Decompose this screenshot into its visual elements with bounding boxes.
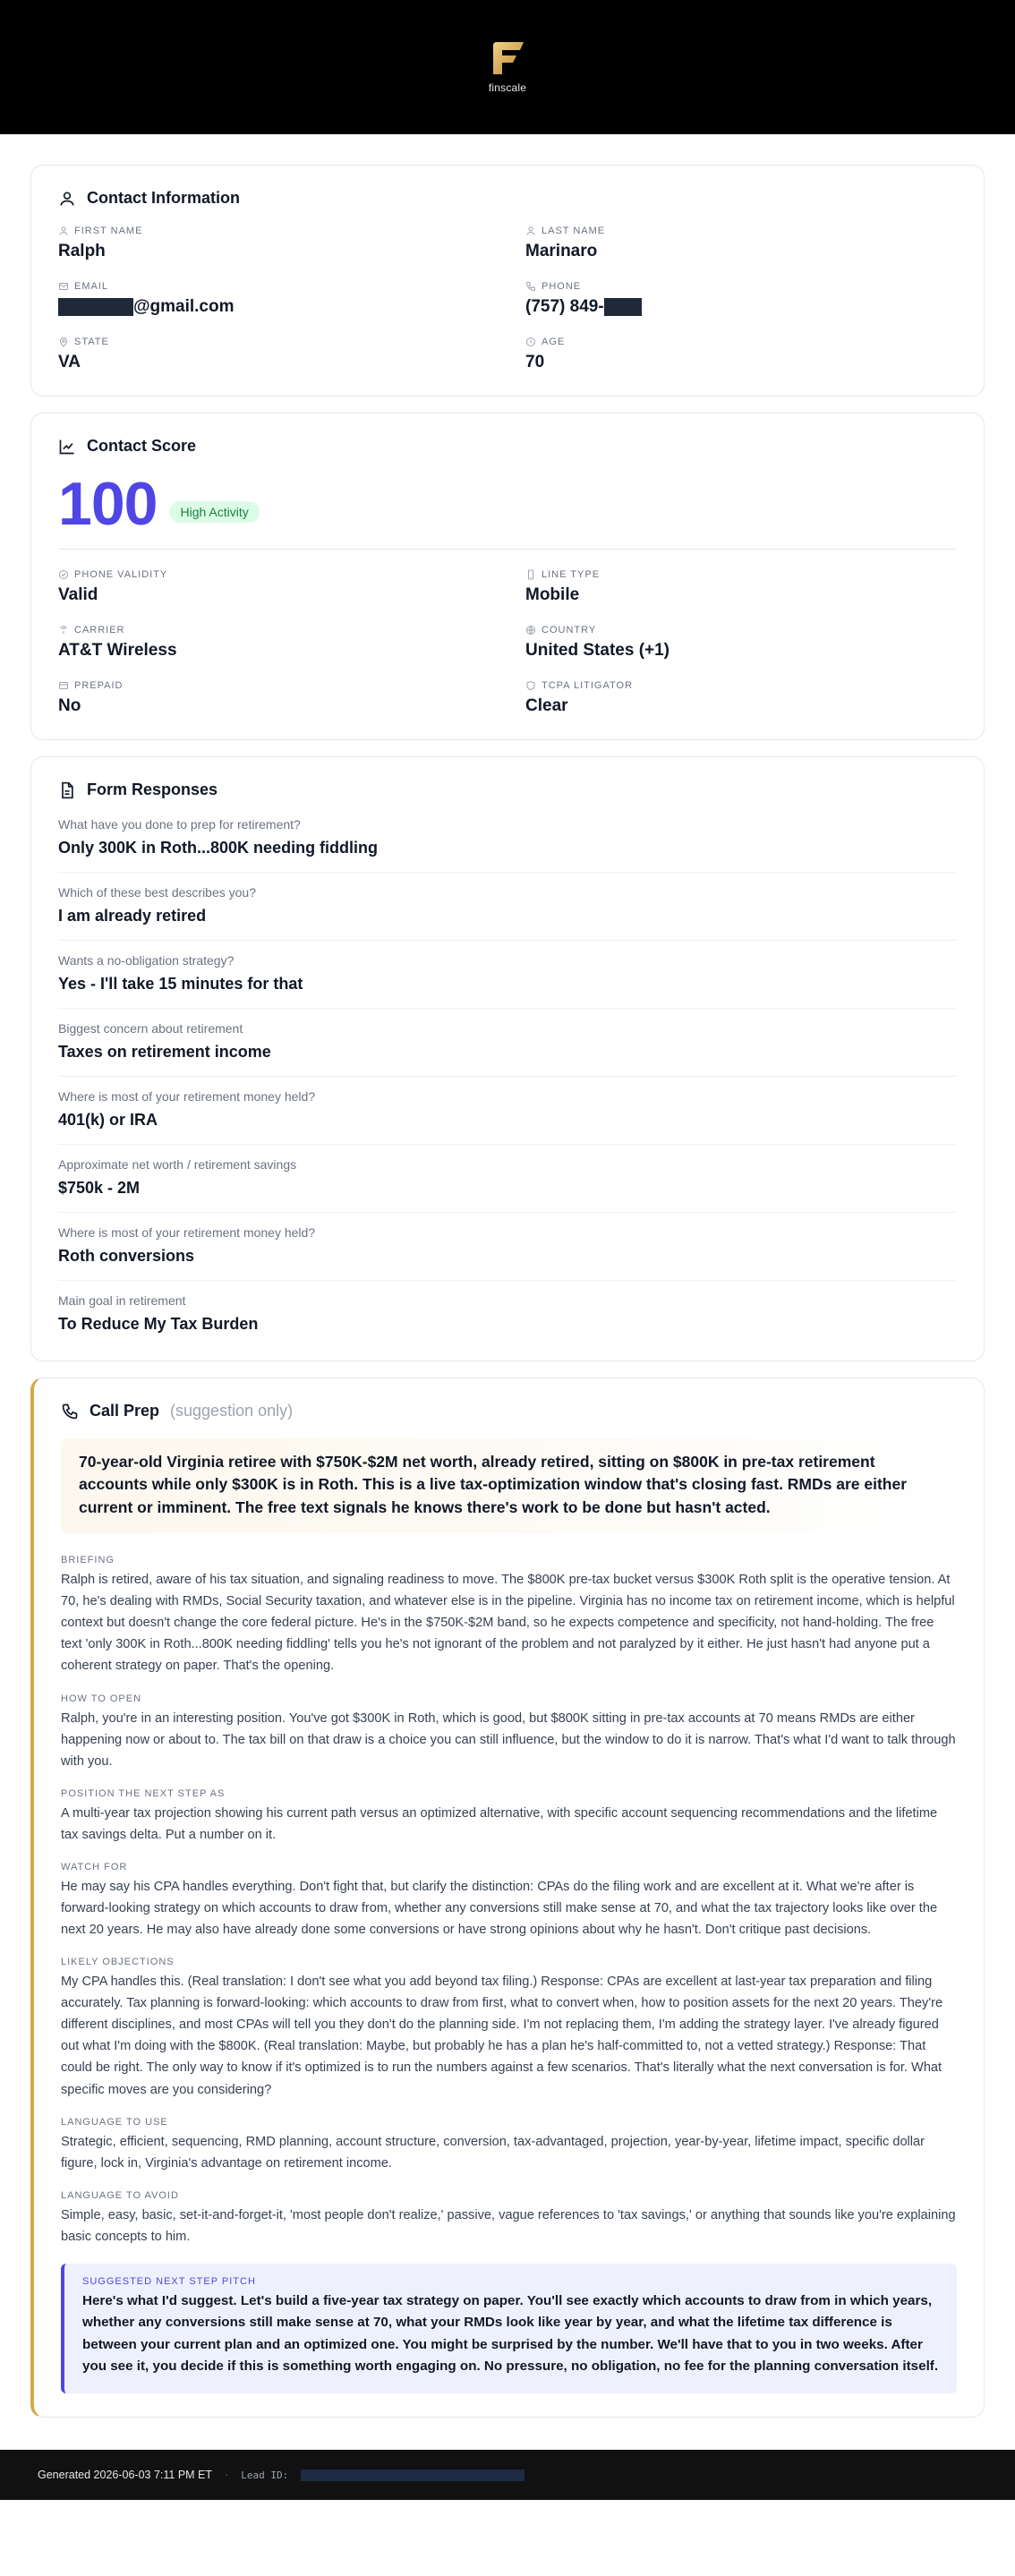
call-prep-header [61, 1402, 957, 1420]
score-value: 100 [58, 470, 158, 538]
phone-value[interactable] [525, 297, 957, 317]
phone-icon [525, 281, 536, 292]
line-type-label: LINE TYPE [542, 569, 601, 580]
briefing-section [61, 1555, 957, 1676]
form-question: Where is most of your retirement money held? [58, 1089, 316, 1104]
form-answer: 401(k) or IRA [58, 1111, 158, 1129]
section-label: LIKELY OBJECTIONS [61, 1957, 175, 1968]
carrier-value: AT&T Wireless [58, 641, 177, 660]
contact-score-title: Contact Score [87, 437, 197, 455]
form-question: Wants a no-obligation strategy? [58, 953, 235, 968]
form-response-item [58, 873, 957, 941]
how-to-open-section [61, 1693, 957, 1772]
likely-objections-section [61, 1957, 957, 2100]
section-label: BRIEFING [61, 1555, 115, 1566]
form-responses-title: Form Responses [87, 780, 218, 798]
last-name-value: Marinaro [525, 242, 598, 260]
phone-icon [61, 1403, 79, 1420]
section-label: LANGUAGE TO USE [61, 2116, 168, 2128]
last-name-field [525, 226, 957, 261]
email-domain: @gmail.com [133, 297, 235, 316]
section-text: A multi-year tax projection showing his current path versus an optimized alternative, with specific account sequencing recommendations and the lifetime tax savings delta. Put a number on it. [61, 1805, 938, 1842]
finscale-logo-icon [488, 40, 527, 76]
form-responses-header [58, 780, 957, 799]
pitch-label: SUGGESTED NEXT STEP PITCH [82, 2275, 256, 2287]
section-text: My CPA handles this. (Real translation: I don't see what you add beyond tax filing.) Response: CPAs are excellent at last-year tax preparation and filing accurately. Tax planning is forward-looking: which accounts to draw from first, what to convert when, how to position assets for the next 20 years. They're different disciplines, and most CPAs will tell you they don't do the planning side. I'm not replacing them, I'm adding the strategy layer. I've already figured out what I'm doing with the $800K. (Real translation: Maybe, but probably he has a plan he's half-committed to, not a vetted strategy.) Response: That could be right. The only way to know if it's optimized is to run the numbers against a few scenarios. That's literally what the next conversation is for. What specific moves are you considering? [61, 1975, 943, 2097]
score-summary [58, 470, 957, 550]
main-content [0, 134, 1015, 2443]
user-icon [58, 226, 69, 236]
check-circle-icon [58, 569, 69, 580]
form-answer: Yes - I'll take 15 minutes for that [58, 975, 303, 993]
last-name-label: LAST NAME [542, 226, 606, 236]
contact-fields [58, 226, 957, 372]
pitch-text: Here's what I'd suggest. Let's build a five-year tax strategy on paper. You'll see exactly which accounts to draw from in which years, whether any conversions still make sense at 70, what your RMDs look like year by year, and what the lifetime tax difference is between your current plan and an optimized one. You might be surprised by the number. We'll have that to you in two weeks. After you see it, you decide if this is something worth engaging on. No pressure, no obligation, no fee for the planning conversation itself. [82, 2292, 939, 2374]
section-label: POSITION THE NEXT STEP AS [61, 1787, 226, 1799]
user-icon [58, 190, 76, 208]
map-pin-icon [58, 337, 69, 347]
form-answer: To Reduce My Tax Burden [58, 1315, 259, 1333]
phone-field [525, 281, 957, 317]
credit-card-icon [58, 680, 69, 691]
contact-info-header [58, 189, 957, 208]
trending-chart-icon [58, 438, 76, 456]
form-question: Main goal in retirement [58, 1293, 186, 1308]
generated-timestamp: Generated 2026-06-03 7:11 PM ET [38, 2469, 213, 2482]
form-question: Which of these best describes you? [58, 885, 257, 900]
lead-id-redaction [301, 2469, 525, 2481]
document-icon [58, 781, 76, 799]
form-response-item [58, 941, 957, 1009]
carrier-field [58, 625, 490, 661]
contact-info-title: Contact Information [87, 189, 240, 207]
form-answer: Roth conversions [58, 1247, 195, 1265]
form-responses-card [30, 756, 985, 1361]
globe-icon [525, 625, 536, 635]
smartphone-icon [525, 569, 536, 580]
call-prep-subtitle: (suggestion only) [170, 1402, 294, 1420]
country-value: United States (+1) [525, 641, 670, 660]
state-field [58, 337, 490, 372]
call-prep-title: Call Prep [90, 1402, 160, 1420]
next-step-pitch [61, 2264, 957, 2393]
prepaid-label: PREPAID [74, 680, 124, 691]
form-question: What have you done to prep for retirement? [58, 817, 301, 832]
first-name-value: Ralph [58, 242, 106, 260]
prepaid-field [58, 680, 490, 716]
phone-validity-value: Valid [58, 585, 98, 604]
carrier-label: CARRIER [74, 625, 125, 635]
form-response-item [58, 805, 957, 873]
age-field [525, 337, 957, 372]
state-label: STATE [74, 337, 109, 347]
tcpa-label: TCPA LITIGATOR [542, 680, 634, 691]
watch-for-section [61, 1862, 957, 1941]
form-response-item [58, 1145, 957, 1213]
form-answer: Taxes on retirement income [58, 1043, 271, 1061]
form-question: Biggest concern about retirement [58, 1021, 243, 1036]
line-type-value: Mobile [525, 585, 580, 604]
user-icon [525, 226, 536, 236]
form-response-item [58, 1009, 957, 1077]
phone-label: PHONE [542, 281, 582, 292]
country-field [525, 625, 957, 661]
signal-icon [58, 625, 69, 635]
section-text: Strategic, efficient, sequencing, RMD planning, account structure, conversion, tax-advantaged, projection, year-by-year, lifetime impact, specific dollar figure, lock in, Virginia's advantage on retirement income. [61, 2134, 925, 2171]
form-answer: $750k - 2M [58, 1179, 141, 1197]
age-label: AGE [542, 337, 566, 347]
form-response-list [58, 805, 957, 1348]
state-value: VA [58, 353, 81, 371]
email-value[interactable] [58, 297, 490, 317]
contact-score-header [58, 437, 957, 456]
email-field [58, 281, 490, 317]
form-response-item [58, 1213, 957, 1281]
section-text: Simple, easy, basic, set-it-and-forget-it, 'most people don't realize,' passive, vague references to 'tax savings,' or anything that sounds like you're explaining basic concepts to him. [61, 2207, 956, 2244]
contact-info-card [30, 165, 985, 397]
section-label: LANGUAGE TO AVOID [61, 2189, 179, 2201]
line-type-field [525, 569, 957, 605]
contact-score-card [30, 413, 985, 740]
clock-icon [525, 337, 536, 347]
phone-validity-field [58, 569, 490, 605]
top-bar [0, 0, 1015, 134]
form-question: Where is most of your retirement money held? [58, 1225, 316, 1240]
footer-separator: · [225, 2469, 229, 2482]
first-name-label: FIRST NAME [74, 226, 143, 236]
section-text: He may say his CPA handles everything. Don't fight that, but clarify the distinction: CPAs do the filing work and are excellent at it. What we're after is forward-looking strategy on which accounts to draw from, whether any conversions still make sense at 70, and what the tax trajectory looks like over the next 20 years. He may also have already done some conversions or have strong opinions about why he hasn't. Don't critique past decisions. [61, 1879, 938, 1938]
language-to-use-section [61, 2117, 957, 2174]
section-label: WATCH FOR [61, 1861, 128, 1872]
activity-badge: High Activity [169, 501, 259, 523]
section-text: Ralph, you're in an interesting position. You've got $300K in Roth, which is good, but $800K sitting in pre-tax accounts at 70 means RMDs are either happening now or about to. The tax bill on that draw is a choice you can still influence, but the window to do it is narrow. That's what I'd want to talk through with you. [61, 1710, 956, 1769]
phone-redaction [604, 298, 642, 316]
lead-id-label: Lead ID: [241, 2469, 289, 2481]
brand-name: finscale [488, 81, 527, 94]
tcpa-field [525, 680, 957, 716]
section-label: HOW TO OPEN [61, 1693, 142, 1704]
form-answer: Only 300K in Roth...800K needing fiddling [58, 839, 379, 857]
first-name-field [58, 226, 490, 261]
age-value: 70 [525, 353, 545, 371]
email-redaction [58, 298, 133, 316]
country-label: COUNTRY [542, 625, 597, 635]
email-label: EMAIL [74, 281, 109, 292]
tcpa-value: Clear [525, 696, 568, 715]
phone-prefix: (757) 849- [525, 297, 604, 316]
score-fields [58, 569, 957, 716]
call-prep-summary: 70-year-old Virginia retiree with $750K-$2M net worth, already retired, sitting on $800K in pre-tax retirement accounts while only $300K is in Roth. This is a live tax-optimization window that's closing fast. RMDs are either current or imminent. The free text signals he knows there's work to be done but hasn't acted. [61, 1438, 957, 1533]
mail-icon [58, 281, 69, 292]
language-to-avoid-section [61, 2190, 957, 2248]
shield-icon [525, 680, 536, 691]
brand-logo[interactable] [488, 40, 527, 94]
call-prep-card [30, 1378, 985, 2418]
form-response-item [58, 1077, 957, 1145]
position-next-step-section [61, 1788, 957, 1846]
prepaid-value: No [58, 696, 81, 715]
phone-validity-label: PHONE VALIDITY [74, 569, 168, 580]
form-question: Approximate net worth / retirement savings [58, 1157, 297, 1172]
form-response-item [58, 1281, 957, 1348]
section-text: Ralph is retired, aware of his tax situation, and signaling readiness to move. The $800K pre-tax bucket versus $300K Roth split is the operative tension. At 70, he's dealing with RMDs, Social Security taxation, and whatever else is in the pipeline. Virginia has no income tax on retirement income, which is helpful context but doesn't change the core federal picture. He's in the $750K-$2M band, so he expects competence and specificity, not hand-holding. The free text 'only 300K in Roth...800K needing fiddling' tells you he's not ignorant of the problem and not paralyzed by it either. He just hasn't had anyone put a coherent strategy on paper. That's the opening. [61, 1573, 955, 1674]
form-answer: I am already retired [58, 907, 207, 925]
footer-bar [0, 2450, 1015, 2500]
